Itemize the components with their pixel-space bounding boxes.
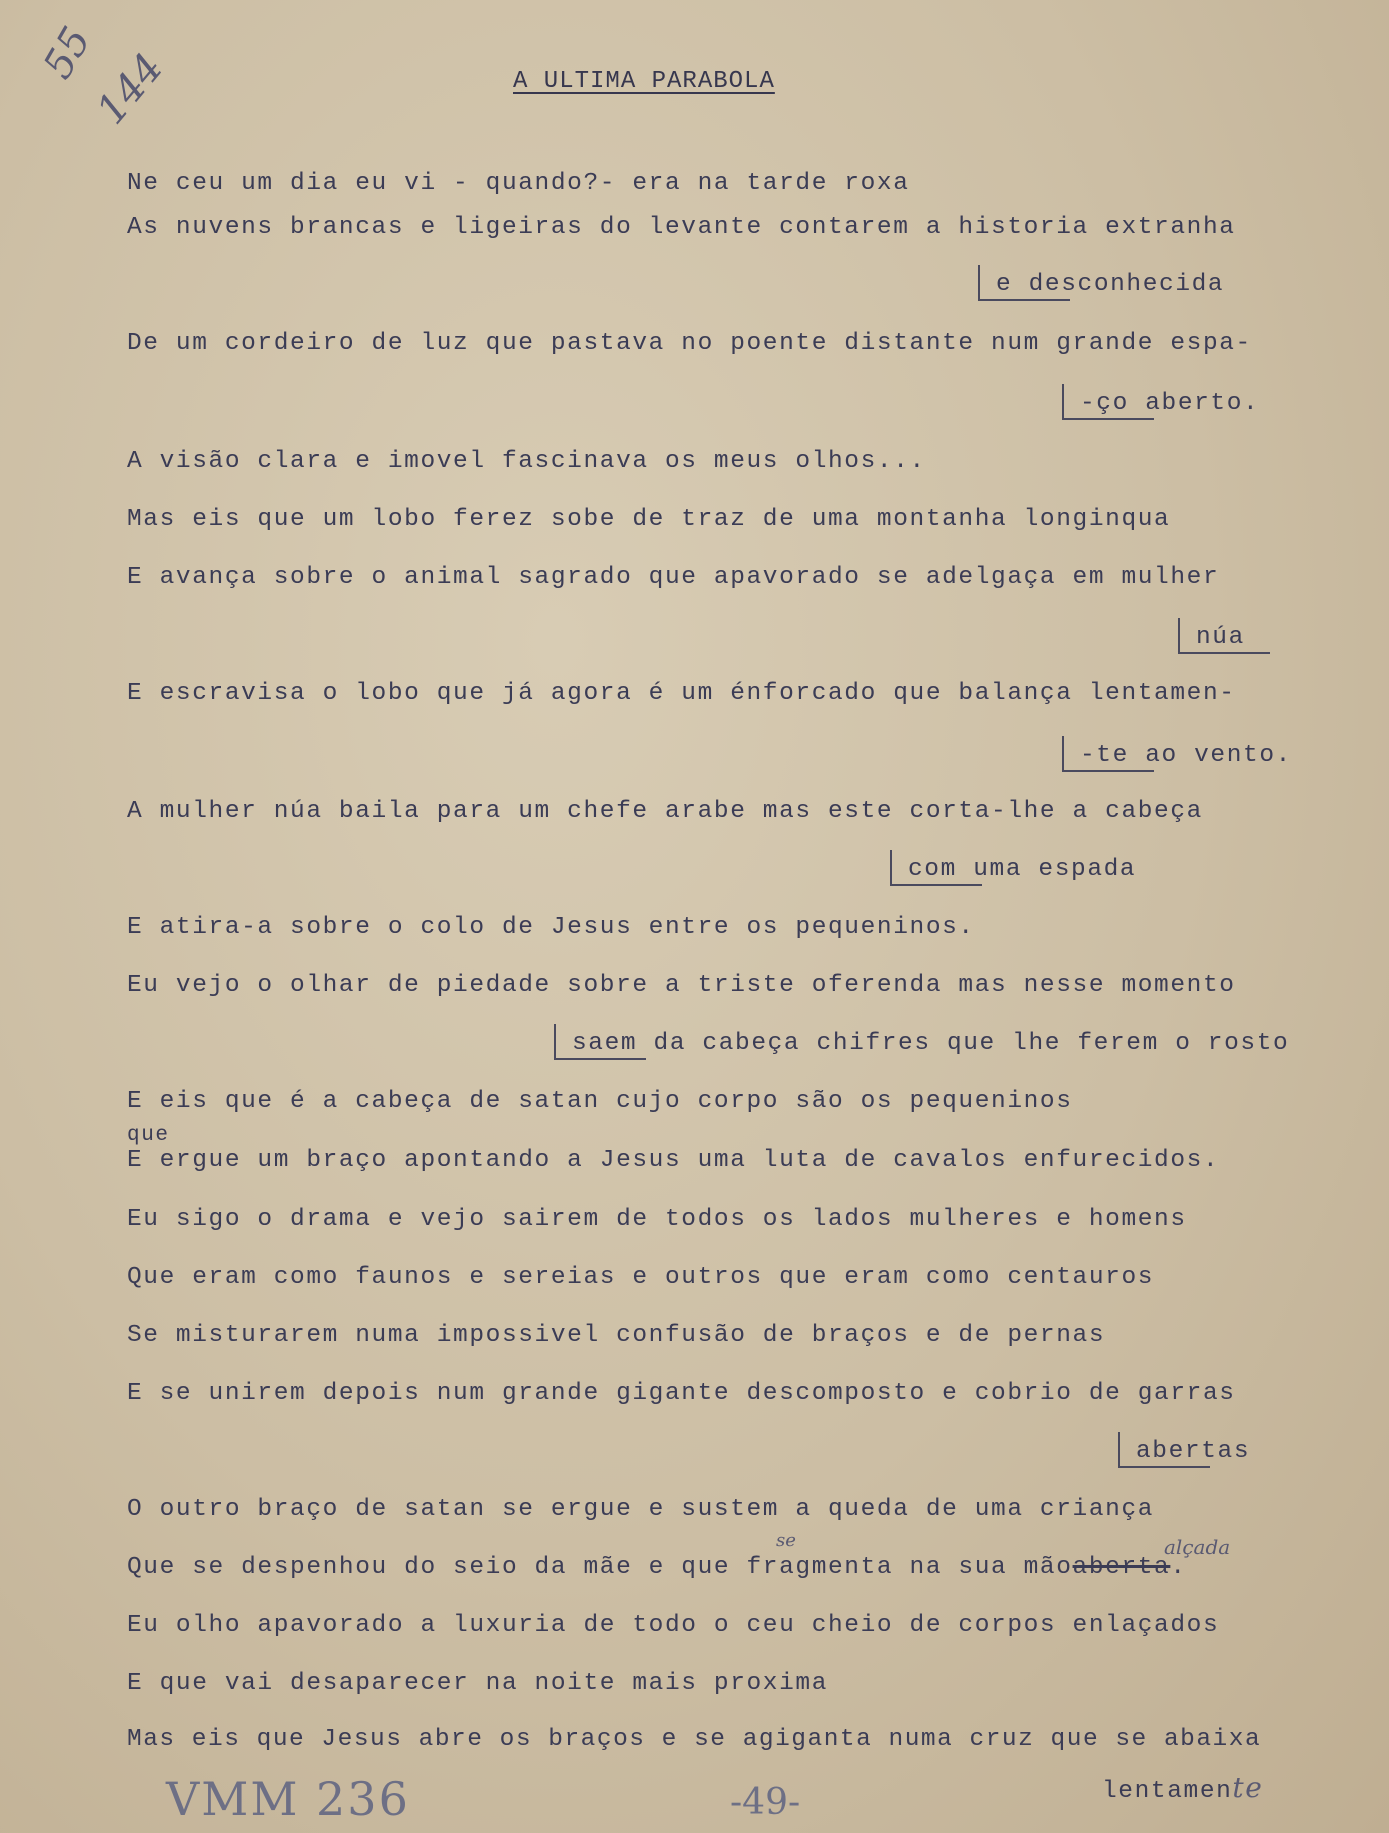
margin-note-number: 55 bbox=[34, 19, 101, 87]
poem-line: O outro braço de satan se ergue e sustem a queda de uma criança bbox=[127, 1496, 1155, 1523]
bracket-mark bbox=[554, 1024, 646, 1060]
poem-line-continuation: núa bbox=[1184, 624, 1245, 651]
poem-line: Ne ceu um dia eu vi - quando?- era na tarde roxa bbox=[127, 170, 910, 197]
bracket-mark bbox=[1062, 384, 1154, 420]
poem-line-text: Que se despenhou do seio da mãe e que fragmenta na sua mão bbox=[127, 1554, 1073, 1581]
bracket-mark bbox=[978, 265, 1070, 301]
poem-line-continuation: -te ao vento. bbox=[1068, 742, 1292, 769]
poem-line: Mas eis que um lobo ferez sobe de traz de uma montanha longinqua bbox=[127, 506, 1171, 533]
poem-line: Eu vejo o olhar de piedade sobre a triste oferenda mas nesse momento bbox=[127, 972, 1236, 999]
handwritten-insertion: se bbox=[776, 1530, 796, 1551]
poem-line: E ergue um braço apontando a Jesus uma luta de cavalos enfurecidos. bbox=[127, 1147, 1220, 1174]
poem-line-continuation: com uma espada bbox=[896, 856, 1136, 883]
bracket-mark bbox=[1178, 618, 1270, 654]
bracket-mark bbox=[1118, 1432, 1210, 1468]
poem-line-continuation: e desconhecida bbox=[984, 271, 1224, 298]
poem-line: Mas eis que Jesus abre os braços e se agiganta numa cruz que se abaixa bbox=[127, 1726, 1262, 1753]
margin-note-stamp: VMM 236 bbox=[166, 1772, 410, 1826]
poem-line: A mulher núa baila para um chefe arabe mas este corta-lhe a cabeça bbox=[127, 798, 1203, 825]
poem-line-continuation: saem da cabeça chifres que lhe ferem o rosto bbox=[560, 1030, 1289, 1057]
punctuation: . bbox=[1170, 1554, 1187, 1581]
poem-line: E que vai desaparecer na noite mais proxima bbox=[127, 1670, 829, 1697]
poem-line: As nuvens brancas e ligeiras do levante contarem a historia extranha bbox=[127, 214, 1236, 241]
poem-line: E avança sobre o animal sagrado que apavorado se adelgaça em mulher bbox=[127, 564, 1220, 591]
poem-line-text: lentamen bbox=[1102, 1778, 1233, 1805]
page-number: -49- bbox=[730, 1782, 801, 1823]
poem-line: E se unirem depois num grande gigante descomposto e cobrio de garras bbox=[127, 1380, 1236, 1407]
poem-line: Que eram como faunos e sereias e outros que eram como centauros bbox=[127, 1264, 1155, 1291]
poem-line: E eis que é a cabeça de satan cujo corpo são os pequeninos bbox=[127, 1088, 1073, 1115]
poem-line: E atira-a sobre o colo de Jesus entre os pequeninos. bbox=[127, 914, 975, 941]
poem-line: Eu sigo o drama e vejo sairem de todos os lados mulheres e homens bbox=[127, 1206, 1187, 1233]
poem-line-continuation: -ço aberto. bbox=[1068, 390, 1259, 417]
poem-line: Se misturarem numa impossivel confusão de braços e de pernas bbox=[127, 1322, 1106, 1349]
poem-line: De um cordeiro de luz que pastava no poente distante num grande espa- bbox=[127, 330, 1252, 357]
margin-note-number-2: 144 bbox=[88, 44, 173, 134]
poem-line bbox=[127, 1554, 1187, 1581]
handwritten-completion: te bbox=[1232, 1771, 1264, 1804]
poem-line: Eu olho apavorado a luxuria de todo o ceu cheio de corpos enlaçados bbox=[127, 1612, 1220, 1639]
poem-line-end bbox=[1102, 1771, 1263, 1805]
bracket-mark bbox=[1062, 736, 1154, 772]
struck-word: aberta bbox=[1072, 1554, 1171, 1581]
page-title: A ULTIMA PARABOLA bbox=[513, 68, 775, 95]
poem-line: E escravisa o lobo que já agora é um énforcado que balança lentamen- bbox=[127, 680, 1236, 707]
poem-line: A visão clara e imovel fascinava os meus olhos... bbox=[127, 448, 926, 475]
handwritten-correction: alçada bbox=[1164, 1535, 1231, 1559]
interlinear-insertion: que bbox=[127, 1124, 170, 1147]
poem-line-continuation: abertas bbox=[1124, 1438, 1250, 1465]
bracket-mark bbox=[890, 850, 982, 886]
